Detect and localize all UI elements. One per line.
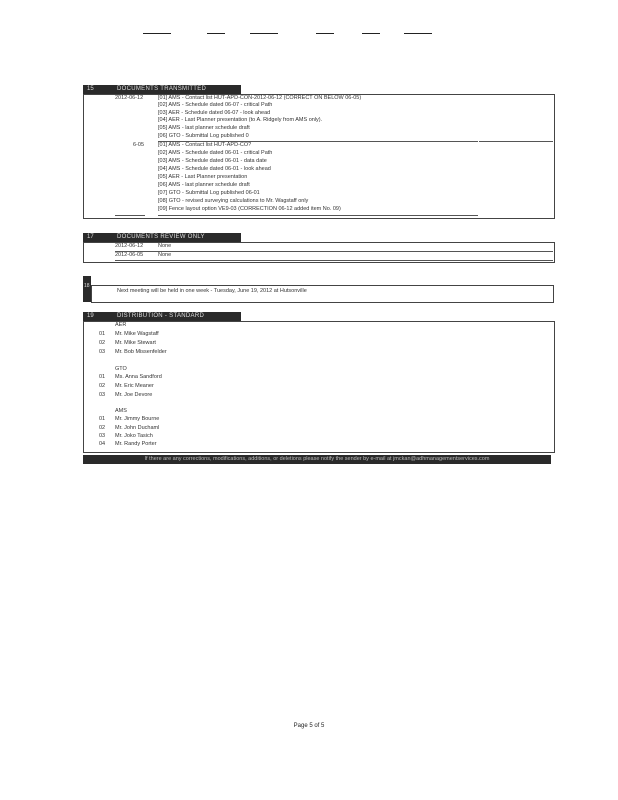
person-number: 02	[99, 383, 106, 389]
person-number: 03	[99, 433, 106, 439]
section-header-next-meeting	[83, 276, 91, 302]
review-value: None	[158, 252, 172, 258]
distribution-group-name: GTO	[115, 366, 127, 372]
person-name: Mr. Joe Devore	[115, 392, 153, 398]
review-date: 2012-06-05	[115, 252, 144, 258]
doc-item: [05] AMS - last planner schedule draft	[158, 125, 250, 131]
person-number: 02	[99, 425, 106, 431]
section-number: 18	[84, 283, 90, 289]
row-separator	[115, 260, 553, 261]
person-number: 04	[99, 441, 106, 447]
section-header-distribution	[83, 312, 241, 321]
section-number: 17	[87, 234, 94, 240]
page-number: Page 5 of 5	[293, 723, 325, 729]
distribution-box	[83, 321, 555, 453]
header-rule	[143, 33, 171, 34]
section-header-documents-transmitted	[83, 85, 241, 94]
doc-item: [01] AMS - Contact list HUT-APD-CON-2012-06-12 (CORRECT ON BELOW 06-05)	[158, 95, 362, 101]
row-separator	[479, 141, 553, 142]
person-number: 01	[99, 416, 106, 422]
doc-group-date: 6-05	[133, 142, 145, 148]
next-meeting-text: Next meeting will be held in one week - Tuesday, June 19, 2012 at Hutsonville	[117, 288, 307, 294]
doc-item: [04] AER - Last Planner presentation (to A. Ridgely from AMS only).	[158, 117, 323, 123]
doc-item: [08] GTO - revised surveying calculations to Mr. Wagstaff only	[158, 198, 309, 204]
row-separator	[115, 251, 553, 252]
review-date: 2012-06-12	[115, 243, 144, 249]
person-name: Mr. John Duchaml	[115, 425, 160, 431]
header-rule	[250, 33, 278, 34]
person-name: Mr. Jimmy Bourne	[115, 416, 160, 422]
section-title: DISTRIBUTION - STANDARD	[117, 313, 205, 319]
corrections-notice-text: If there are any corrections, modifications, additions, or deletions please notify the sender by e-mail at jmckan@adhmanagementservices.com	[144, 456, 490, 462]
header-rule	[316, 33, 334, 34]
header-rule	[404, 33, 432, 34]
section-title: DOCUMENTS TRANSMITTED	[117, 86, 207, 92]
person-name: Mr. Randy Porter	[115, 441, 157, 447]
doc-group-date: 2012-06-12	[115, 95, 144, 101]
header-rule	[207, 33, 225, 34]
section-header-documents-review	[83, 233, 241, 242]
doc-item: [02] AMS - Schedule dated 06-07 - critical Path	[158, 102, 273, 108]
row-separator	[115, 215, 145, 216]
person-name: Mr. Joko Tasich	[115, 433, 153, 439]
header-rule	[362, 33, 380, 34]
person-name: Mr. Bob Missenfelder	[115, 349, 167, 355]
person-number: 01	[99, 331, 106, 337]
review-value: None	[158, 243, 172, 249]
row-separator	[158, 215, 478, 216]
person-name: Mr. Eric Meaner	[115, 383, 154, 389]
doc-item: [02] AMS - Schedule dated 06-01 - critical Path	[158, 150, 273, 156]
person-number: 03	[99, 392, 106, 398]
doc-item: [06] AMS - last planner schedule draft	[158, 182, 250, 188]
person-name: Mr. Mike Stewart	[115, 340, 156, 346]
distribution-group-name: AMS	[115, 408, 127, 414]
doc-item: [05] AER - Last Planner presentation	[158, 174, 248, 180]
person-name: Mr. Mike Wagstaff	[115, 331, 159, 337]
documents-transmitted-box	[83, 94, 555, 219]
doc-item: [09] Fence layout option VE9-03 (CORRECTION 06-12 added item No. 09)	[158, 206, 341, 212]
next-meeting-box	[91, 285, 554, 303]
doc-item: [04] AMS - Schedule dated 06-01 - look ahead	[158, 166, 271, 172]
person-number: 03	[99, 349, 106, 355]
doc-item: [03] AMS - Schedule dated 06-01 - data date	[158, 158, 267, 164]
distribution-group-name: AER	[115, 322, 127, 328]
doc-item: [07] GTO - Submittal Log published 06-01	[158, 190, 260, 196]
doc-item: [01] AMS - Contact list HUT-APD-CO?	[158, 142, 252, 148]
corrections-notice-bar	[83, 455, 551, 464]
doc-item: [03] AER - Schedule dated 06-07 - look ahead	[158, 110, 271, 116]
documents-review-box	[83, 242, 555, 263]
person-number: 01	[99, 374, 106, 380]
section-number: 15	[87, 86, 94, 92]
section-title: DOCUMENTS REVIEW ONLY	[117, 234, 205, 240]
section-number: 19	[87, 313, 94, 319]
person-name: Ms. Anna Sandford	[115, 374, 162, 380]
person-number: 02	[99, 340, 106, 346]
doc-item: [06] GTO - Submittal Log published 0	[158, 133, 249, 139]
